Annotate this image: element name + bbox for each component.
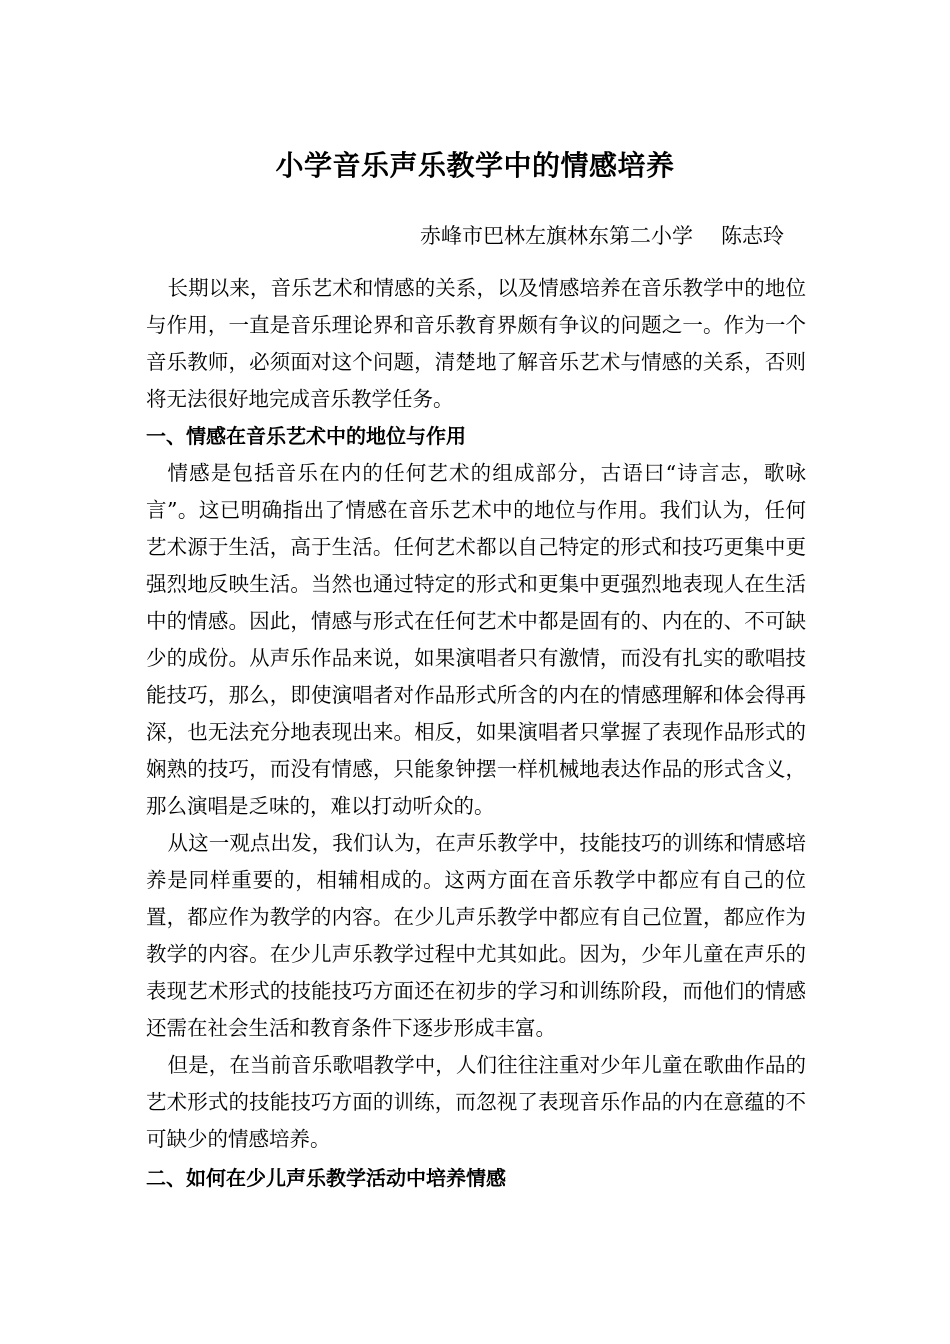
document-title: 小学音乐声乐教学中的情感培养 bbox=[275, 149, 675, 182]
school-name: 赤峰市巴林左旗林东第二小学 bbox=[420, 224, 693, 248]
author-byline bbox=[420, 218, 820, 254]
author-name: 陈志玲 bbox=[721, 224, 784, 248]
section-1-paragraph-1: 情感是包括音乐在内的任何艺术的组成部分，古语曰“诗言志，歌咏言”。这已明确指出了情感在音乐艺术中的地位与作用。我们认为，任何艺术源于生活，高于生活。任何艺术都以自己特定的形式和技巧更集中更强烈地反映生活。当然也通过特定的形式和更集中更强烈地表现人在生活中的情感。因此，情感与形式在任何艺术中都是固有的、内在的、不可缺少的成份。从声乐作品来说，如果演唱者只有激情，而没有扎实的歌唱技能技巧，那么，即使演唱者对作品形式所含的内在的情感理解和体会得再深，也无法充分地表现出来。相反，如果演唱者只掌握了表现作品形式的娴熟的技巧，而没有情感，只能象钟摆一样机械地表达作品的形式含义，那么演唱是乏味的，难以打动听众的。 bbox=[146, 461, 806, 818]
intro-paragraph: 长期以来，音乐艺术和情感的关系，以及情感培养在音乐教学中的地位与作用，一直是音乐理论界和音乐教育界颇有争议的问题之一。作为一个音乐教师，必须面对这个问题，清楚地了解音乐艺术与情感的关系，否则将无法很好地完成音乐教学任务。 bbox=[146, 276, 806, 411]
section-1-paragraph-3: 但是，在当前音乐歌唱教学中，人们往往注重对少年儿童在歌曲作品的艺术形式的技能技巧方面的训练，而忽视了表现音乐作品的内在意蕴的不可缺少的情感培养。 bbox=[146, 1053, 806, 1151]
document-body bbox=[146, 270, 806, 1197]
section-1-heading: 一、情感在音乐艺术中的地位与作用 bbox=[146, 424, 466, 448]
section-2-heading: 二、如何在少儿声乐教学活动中培养情感 bbox=[146, 1166, 506, 1190]
section-1-paragraph-2: 从这一观点出发，我们认为，在声乐教学中，技能技巧的训练和情感培养是同样重要的，相辅相成的。这两方面在音乐教学中都应有自己的位置，都应作为教学的内容。在少儿声乐教学中都应有自己位置，都应作为教学的内容。在少儿声乐教学过程中尤其如此。因为，少年儿童在声乐的表现艺术形式的技能技巧方面还在初步的学习和训练阶段，而他们的情感还需在社会生活和教育条件下逐步形成丰富。 bbox=[146, 831, 806, 1040]
